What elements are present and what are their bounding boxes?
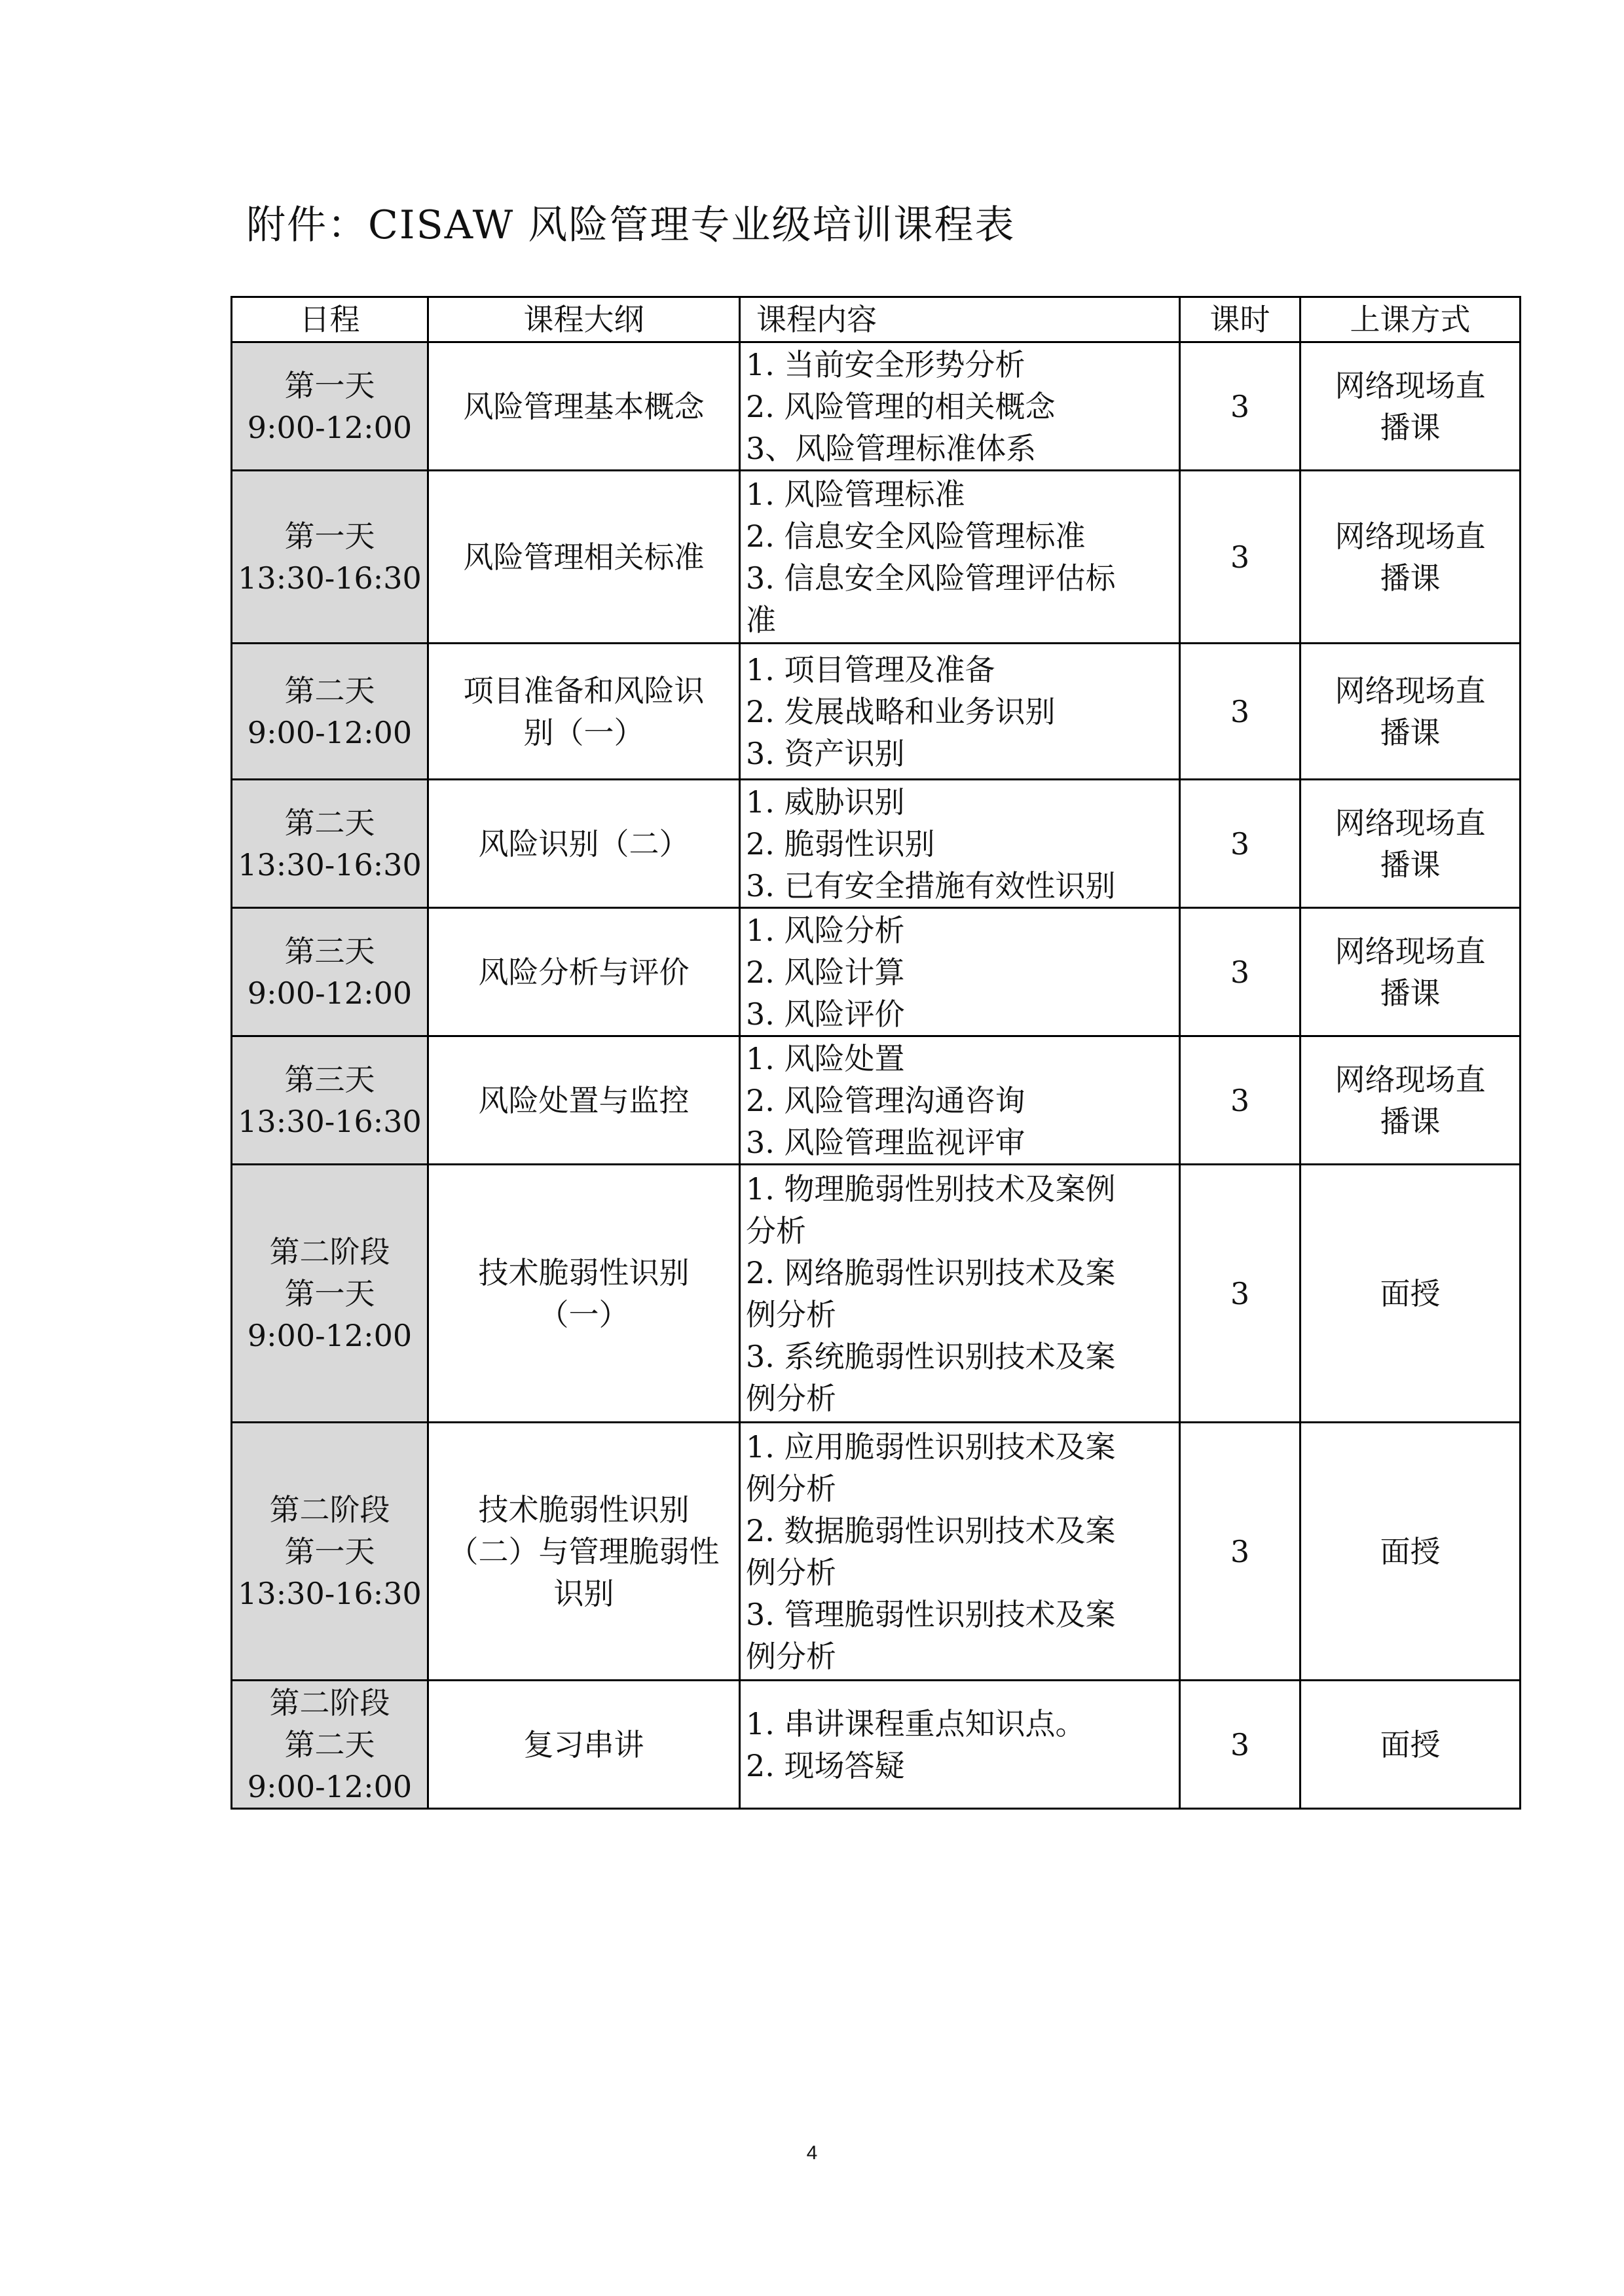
mode-cell-line: 播课 [1380,975,1441,1011]
mode-cell-line: 播课 [1380,560,1441,596]
mode-cell [1301,1165,1521,1423]
date-cell [232,644,428,780]
date-cell-line: 第二天 [284,1726,375,1762]
mode-cell-line: 网络现场直 [1335,805,1486,841]
hours-cell: 3 [1180,644,1301,780]
outline-cell [428,342,740,471]
date-cell-line: 第三天 [284,1061,375,1097]
content-cell-line: 1. 风险分析 [746,912,905,948]
outline-cell-line: 别（一） [523,714,644,750]
mode-cell [1301,1681,1521,1809]
content-cell-line: 2. 信息安全风险管理标准 [746,518,1086,554]
content-cell-line: 分析 [746,1212,806,1248]
content-cell-line: 1. 项目管理及准备 [746,651,995,687]
mode-cell [1301,471,1521,644]
content-cell-line: 例分析 [746,1380,836,1416]
mode-cell-line: 网络现场直 [1335,1061,1486,1097]
hours-cell: 3 [1180,342,1301,471]
mode-cell-line: 网络现场直 [1335,672,1486,708]
content-cell-line: 1. 串讲课程重点知识点。 [746,1705,1086,1741]
content-cell-line: 准 [746,602,776,638]
date-cell [232,908,428,1036]
content-cell [740,1423,1180,1681]
header-hours: 课时 [1180,297,1301,342]
content-cell-line: 1. 当前安全形势分析 [746,346,1025,382]
content-cell-line: 2. 现场答疑 [746,1747,905,1783]
content-cell-line: 2. 网络脆弱性识别技术及案 [746,1254,1116,1290]
date-cell-line: 第一天 [284,518,375,554]
mode-cell [1301,780,1521,908]
outline-cell-line: 风险处置与监控 [478,1082,690,1118]
content-cell-line: 2. 风险管理的相关概念 [746,388,1056,424]
outline-cell-line: 复习串讲 [523,1726,644,1762]
outline-cell-line: 风险识别（二） [478,826,690,862]
date-cell-line: 第一天 [284,1275,375,1311]
outline-cell-line: 风险分析与评价 [478,954,690,990]
header-content: 课程内容 [740,297,1180,342]
header-outline: 课程大纲 [428,297,740,342]
table-row [232,780,1521,908]
mode-cell-line: 播课 [1380,847,1441,883]
date-cell-line: 第二天 [284,672,375,708]
content-cell-line: 2. 风险计算 [746,954,905,990]
content-cell [740,908,1180,1036]
date-cell-line: 9:00-12:00 [247,409,413,445]
mode-cell-line: 播课 [1380,1103,1441,1139]
outline-cell [428,1681,740,1809]
outline-cell-line: 风险管理基本概念 [463,388,705,424]
outline-cell-line: （二）与管理脆弱性 [448,1533,720,1569]
content-cell [740,1165,1180,1423]
content-cell-line: 3. 风险管理监视评审 [746,1124,1025,1160]
mode-cell-line: 面授 [1380,1533,1441,1569]
content-cell-line: 3. 已有安全措施有效性识别 [746,867,1116,903]
table-header-row [232,297,1521,342]
content-cell-line: 3. 管理脆弱性识别技术及案 [746,1596,1116,1632]
content-cell-line: 例分析 [746,1554,836,1590]
mode-cell-line: 面授 [1380,1726,1441,1762]
content-cell-line: 1. 威胁识别 [746,784,905,820]
content-cell-line: 1. 物理脆弱性别技术及案例 [746,1171,1116,1207]
course-schedule-table [231,296,1521,1810]
date-cell [232,1423,428,1681]
table-row [232,342,1521,471]
mode-cell [1301,1036,1521,1165]
mode-cell [1301,1423,1521,1681]
outline-cell [428,644,740,780]
content-cell-line: 3. 信息安全风险管理评估标 [746,560,1116,596]
hours-cell: 3 [1180,1681,1301,1809]
table-body [232,342,1521,1809]
content-cell-line: 3. 资产识别 [746,735,905,771]
outline-cell [428,908,740,1036]
content-cell-line: 2. 脆弱性识别 [746,826,935,862]
outline-cell [428,1165,740,1423]
hours-cell: 3 [1180,908,1301,1036]
outline-cell [428,780,740,908]
date-cell [232,1036,428,1165]
content-cell-line: 3. 风险评价 [746,996,905,1032]
date-cell-line: 9:00-12:00 [247,1768,413,1804]
outline-cell-line: 技术脆弱性识别 [478,1491,690,1527]
content-cell-line: 2. 风险管理沟通咨询 [746,1082,1025,1118]
date-cell-line: 9:00-12:00 [247,1317,413,1353]
date-cell [232,1681,428,1809]
mode-cell-line: 面授 [1380,1275,1441,1311]
header-date: 日程 [232,297,428,342]
date-cell-line: 13:30-16:30 [238,1103,422,1139]
date-cell-line: 第三天 [284,933,375,969]
date-cell [232,471,428,644]
outline-cell-line: 风险管理相关标准 [463,539,705,575]
content-cell-line: 3. 系统脆弱性识别技术及案 [746,1338,1116,1374]
table-row [232,1423,1521,1681]
outline-cell [428,1423,740,1681]
content-cell-line: 例分析 [746,1470,836,1506]
content-cell-line: 3、风险管理标准体系 [746,430,1037,466]
hours-cell: 3 [1180,1423,1301,1681]
header-mode: 上课方式 [1301,297,1521,342]
mode-cell [1301,908,1521,1036]
content-cell [740,1036,1180,1165]
mode-cell [1301,342,1521,471]
content-cell [740,471,1180,644]
date-cell-line: 第二天 [284,805,375,841]
hours-cell: 3 [1180,1165,1301,1423]
content-cell [740,644,1180,780]
date-cell [232,1165,428,1423]
table-row [232,1036,1521,1165]
date-cell-line: 第二阶段 [269,1685,390,1721]
outline-cell-line: 识别 [553,1575,614,1611]
table-row [232,644,1521,780]
table-row [232,1681,1521,1809]
date-cell-line: 13:30-16:30 [238,847,422,883]
mode-cell-line: 播课 [1380,714,1441,750]
table-row [232,908,1521,1036]
outline-cell-line: （一） [538,1296,629,1332]
outline-cell [428,471,740,644]
page-number: 4 [806,2142,818,2164]
outline-cell-line: 技术脆弱性识别 [478,1254,690,1290]
date-cell-line: 第一天 [284,367,375,403]
content-cell-line: 1. 应用脆弱性识别技术及案 [746,1429,1116,1465]
date-cell-line: 9:00-12:00 [247,714,413,750]
page-title: 附件：CISAW 风险管理专业级培训课程表 [246,202,1016,248]
content-cell-line: 1. 风险处置 [746,1040,905,1076]
mode-cell-line: 播课 [1380,409,1441,445]
date-cell [232,780,428,908]
date-cell-line: 第二阶段 [269,1233,390,1269]
date-cell-line: 9:00-12:00 [247,975,413,1011]
date-cell-line: 13:30-16:30 [238,560,422,596]
outline-cell-line: 项目准备和风险识 [463,672,705,708]
table-row [232,1165,1521,1423]
date-cell-line: 第一天 [284,1533,375,1569]
content-cell-line: 例分析 [746,1296,836,1332]
hours-cell: 3 [1180,780,1301,908]
mode-cell-line: 网络现场直 [1335,933,1486,969]
content-cell-line: 例分析 [746,1638,836,1674]
mode-cell [1301,644,1521,780]
date-cell [232,342,428,471]
content-cell-line: 2. 发展战略和业务识别 [746,693,1056,729]
date-cell-line: 第二阶段 [269,1491,390,1527]
date-cell-line: 13:30-16:30 [238,1575,422,1611]
outline-cell [428,1036,740,1165]
mode-cell-line: 网络现场直 [1335,367,1486,403]
content-cell [740,1681,1180,1809]
hours-cell: 3 [1180,1036,1301,1165]
content-cell [740,780,1180,908]
content-cell-line: 2. 数据脆弱性识别技术及案 [746,1512,1116,1548]
hours-cell: 3 [1180,471,1301,644]
content-cell-line: 1. 风险管理标准 [746,476,965,512]
table-row [232,471,1521,644]
mode-cell-line: 网络现场直 [1335,518,1486,554]
content-cell [740,342,1180,471]
